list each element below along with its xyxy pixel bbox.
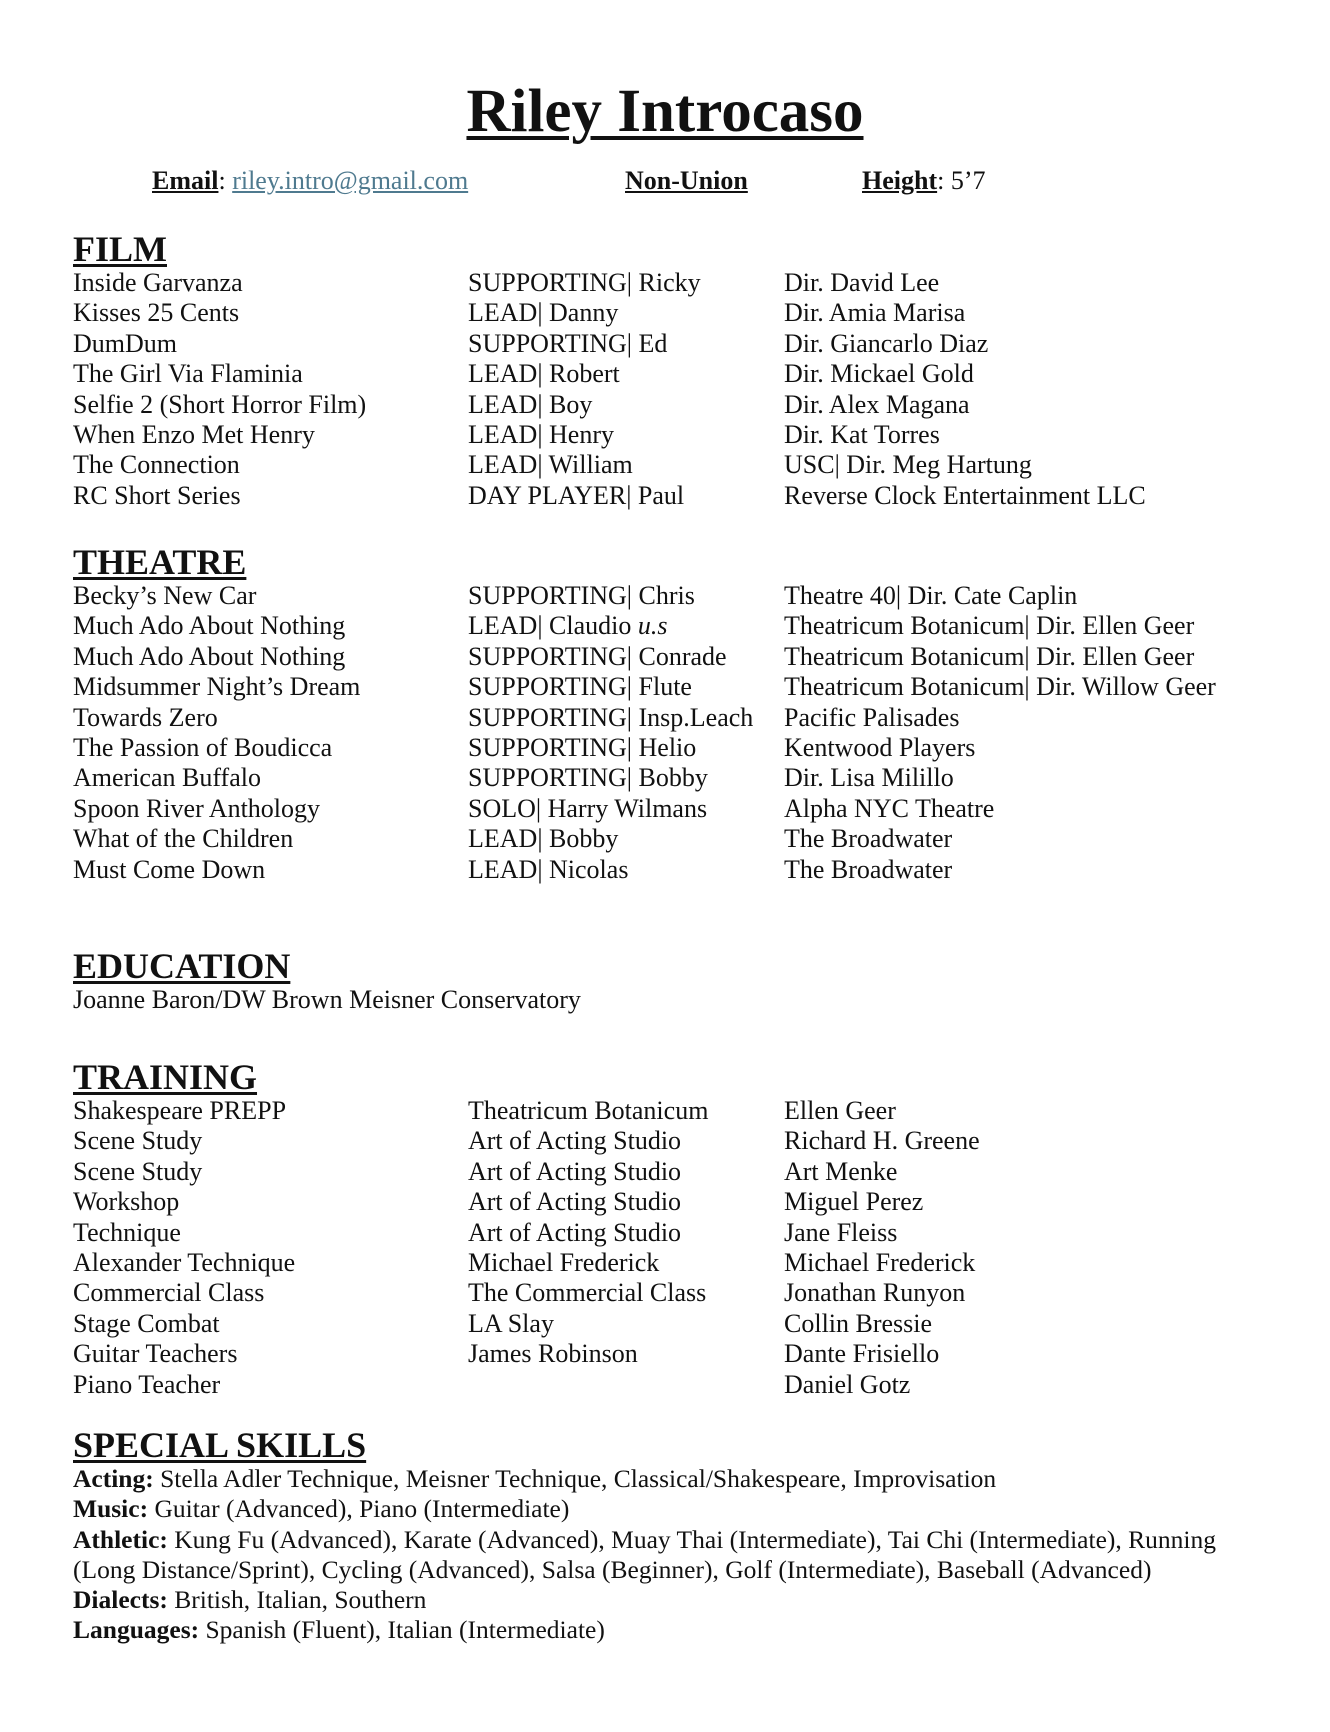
table-row: DumDum SUPPORTING| Ed Dir. Giancarlo Diaz <box>73 328 989 358</box>
table-row: RC Short Series DAY PLAYER| Paul Reverse Clock Entertainment LLC <box>73 480 1146 510</box>
training-table <box>73 1096 980 1400</box>
table-row: Inside Garvanza SUPPORTING| Ricky Dir. David Lee <box>73 268 940 297</box>
table-row: Spoon River Anthology SOLO| Harry Wilmans Alpha NYC Theatre <box>73 793 995 823</box>
table-row: Becky’s New Car SUPPORTING| Chris Theatre 40| Dir. Cate Caplin <box>73 581 1078 610</box>
height-label: Height <box>862 166 938 195</box>
theatre-table <box>73 581 1216 885</box>
table-row: Piano Teacher Daniel Gotz <box>73 1369 911 1399</box>
table-row: Much Ado About Nothing LEAD| Claudio u.s Theatricum Botanicum| Dir. Ellen Geer <box>73 611 1195 641</box>
table-row: The Passion of Boudicca SUPPORTING| Helio Kentwood Players <box>73 733 976 763</box>
theatre-section <box>73 543 1273 885</box>
table-row: Midsummer Night’s Dream SUPPORTING| Flute Theatricum Botanicum| Dir. Willow Geer <box>73 672 1216 702</box>
table-row: Towards Zero SUPPORTING| Insp.Leach Pacific Palisades <box>73 702 960 732</box>
skill-line-dialects: Dialects: British, Italian, Southern <box>73 1585 427 1615</box>
email-line: Email: riley.intro@gmail.com <box>152 166 469 195</box>
table-row: Shakespeare PREPP Theatricum Botanicum Ellen Geer <box>73 1096 896 1125</box>
table-row: Commercial Class The Commercial Class Jonathan Runyon <box>73 1278 966 1308</box>
skills-section <box>73 1426 1273 1646</box>
height-value: 5’7 <box>950 166 986 195</box>
table-row: Guitar Teachers James Robinson Dante Frisiello <box>73 1339 940 1369</box>
film-heading: FILM <box>73 229 167 269</box>
height-line: Height: 5’7 <box>862 166 986 195</box>
education-heading: EDUCATION <box>73 946 291 986</box>
resume-name: Riley Introcaso <box>466 78 864 145</box>
skill-line-acting: Acting: Stella Adler Technique, Meisner Technique, Classical/Shakespeare, Improvisation <box>73 1464 997 1493</box>
table-row: Scene Study Art of Acting Studio Richard H. Greene <box>73 1126 980 1156</box>
table-row: The Connection LEAD| William USC| Dir. Meg Hartung <box>73 450 1032 480</box>
table-row: When Enzo Met Henry LEAD| Henry Dir. Kat Torres <box>73 420 940 450</box>
table-row: Workshop Art of Acting Studio Miguel Perez <box>73 1187 924 1217</box>
email-link[interactable]: riley.intro@gmail.com <box>232 166 469 195</box>
table-row: Must Come Down LEAD| Nicolas The Broadwater <box>73 854 953 884</box>
skill-line-athletic: Athletic: Kung Fu (Advanced), Karate (Advanced), Muay Thai (Intermediate), Tai Chi (Intermediate), Running (Long Distance/Sprint), Cycling (Advanced), Salsa (Beginner), Golf (Intermediate), Baseball (Advanced) <box>73 1524 1216 1584</box>
table-row: Kisses 25 Cents LEAD| Danny Dir. Amia Marisa <box>73 298 966 328</box>
training-section <box>73 1058 1273 1400</box>
film-table <box>73 268 1146 511</box>
table-row: Scene Study Art of Acting Studio Art Menke <box>73 1156 898 1186</box>
film-section <box>73 230 1273 511</box>
training-heading: TRAINING <box>73 1057 258 1097</box>
table-row: Alexander Technique Michael Frederick Michael Frederick <box>73 1248 976 1278</box>
education-text: Joanne Baron/DW Brown Meisner Conservatory <box>73 985 581 1014</box>
email-label: Email <box>152 166 219 195</box>
table-row: Technique Art of Acting Studio Jane Fleiss <box>73 1217 898 1247</box>
education-section <box>73 947 1273 1015</box>
understudy-mark: u.s <box>637 611 668 641</box>
skill-line-music: Music: Guitar (Advanced), Piano (Intermediate) <box>73 1494 570 1524</box>
table-row: The Girl Via Flaminia LEAD| Robert Dir. Mickael Gold <box>73 359 974 389</box>
table-row: American Buffalo SUPPORTING| Bobby Dir. Lisa Milillo <box>73 763 954 793</box>
union-status: Non-Union <box>625 166 748 195</box>
table-row: Selfie 2 (Short Horror Film) LEAD| Boy Dir. Alex Magana <box>73 389 970 419</box>
skills-heading: SPECIAL SKILLS <box>73 1425 367 1465</box>
table-row: What of the Children LEAD| Bobby The Broadwater <box>73 824 953 854</box>
theatre-heading: THEATRE <box>73 542 247 582</box>
table-row: Much Ado About Nothing SUPPORTING| Conrade Theatricum Botanicum| Dir. Ellen Geer <box>73 641 1195 671</box>
table-row: Stage Combat LA Slay Collin Bressie <box>73 1308 933 1338</box>
skill-line-languages: Languages: Spanish (Fluent), Italian (Intermediate) <box>73 1615 605 1645</box>
